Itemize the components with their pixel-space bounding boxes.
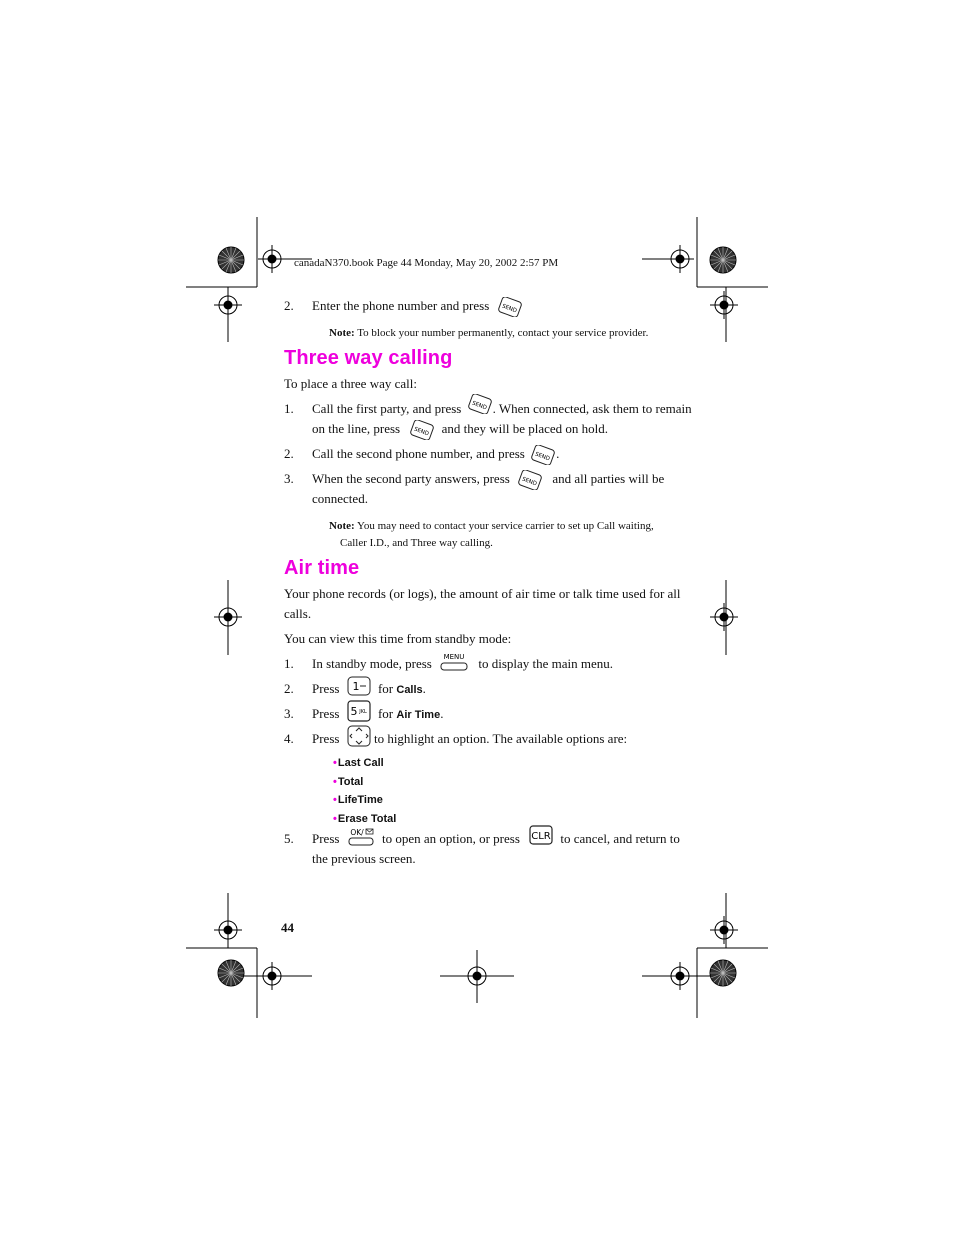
send-key-label: SEND — [534, 451, 551, 463]
section-heading-air-time: Air time — [284, 557, 360, 579]
ui-term-air-time: Air Time — [396, 709, 441, 721]
step-text-part: In standby mode, press — [312, 656, 432, 671]
step-text-part: Call the first party, and press — [312, 401, 462, 416]
air-time-para-line2: calls. — [284, 606, 312, 621]
step-text-part: to cancel, and return to — [560, 831, 680, 846]
step-number: 2. — [284, 298, 294, 313]
option-list-item — [333, 794, 383, 806]
step-text — [312, 829, 680, 849]
step-number: 1. — [284, 401, 294, 416]
clear-key-label: CLR — [531, 831, 551, 843]
clear-key-icon — [529, 825, 553, 845]
ok-key-label: OK/ — [350, 828, 364, 838]
note-text: To block your number permanently, contact your service provider. — [357, 327, 649, 339]
step-text — [312, 729, 627, 749]
step-text-part: to display the main menu. — [478, 656, 614, 671]
step-text-part: on the line, press — [312, 421, 401, 436]
step-text-line2: connected. — [312, 491, 368, 506]
step-text — [312, 679, 426, 700]
step-text-part: for — [377, 681, 394, 696]
step-text-line2: the previous screen. — [312, 851, 416, 866]
step-text — [312, 444, 559, 465]
step-text-part: Press — [312, 706, 340, 721]
bullet-icon: • — [333, 794, 337, 806]
note-text-line2: Caller I.D., and Three way calling. — [340, 537, 493, 549]
step-number: 3. — [284, 706, 294, 721]
five-key-sublabel: JKL — [358, 709, 367, 716]
step-number: 5. — [284, 831, 294, 846]
step-number: 4. — [284, 731, 294, 746]
step-text-part: and all parties will be — [552, 471, 665, 486]
step-text-part: Press — [312, 681, 340, 696]
send-key-icon — [497, 297, 523, 317]
step-text-line2 — [312, 419, 608, 440]
note-label: Note: — [329, 327, 355, 339]
page-number: 44 — [281, 920, 294, 935]
option-list-item — [333, 757, 384, 769]
note-text: You may need to contact your service carrier to set up Call waiting, — [357, 520, 654, 532]
menu-key-label: MENU — [443, 653, 465, 662]
send-key-icon — [517, 470, 543, 490]
step-text-part: . When connected, ask them to remain — [492, 401, 692, 416]
step-text-part: to highlight an option. The available options are: — [373, 731, 628, 746]
step-text-part: Call the second phone number, and press — [312, 446, 525, 461]
step-text-part: and they will be placed on hold. — [441, 421, 609, 436]
option-label: Erase Total — [337, 813, 397, 825]
option-list-item — [333, 813, 396, 825]
bullet-icon: • — [333, 776, 337, 788]
bullet-icon: • — [333, 813, 337, 825]
option-label: LifeTime — [337, 794, 383, 806]
note-label: Note: — [329, 520, 355, 532]
step-text-part: Press — [312, 831, 340, 846]
three-way-intro: To place a three way call: — [284, 376, 417, 391]
note-block-carrier — [329, 518, 654, 535]
step-text-part: to open an option, or press — [381, 831, 520, 846]
step-text — [312, 654, 613, 674]
file-info-header: canadaN370.book Page 44 Monday, May 20, 2002 2:57 PM — [294, 257, 559, 269]
five-key-icon — [347, 700, 371, 722]
step-text-part: Press — [312, 731, 340, 746]
air-time-para2: You can view this time from standby mode: — [284, 631, 512, 646]
option-list-item — [333, 776, 363, 788]
step-text — [312, 469, 664, 490]
section-heading-three-way-calling: Three way calling — [284, 347, 453, 369]
send-key-label: SEND — [413, 426, 430, 438]
step-text-part: When the second party answers, press — [312, 471, 510, 486]
send-key-label: SEND — [500, 303, 518, 315]
send-key-icon — [409, 420, 435, 440]
bullet-icon: • — [333, 757, 337, 769]
one-key-label: 1 — [352, 680, 360, 694]
step-number: 2. — [284, 446, 294, 461]
air-time-para-line1: Your phone records (or logs), the amount of air time or talk time used for all — [284, 586, 681, 601]
note-block-privacy — [329, 325, 648, 342]
step-text — [312, 704, 443, 725]
step-text — [312, 399, 692, 419]
step-text-part: . — [422, 681, 426, 696]
send-key-label: SEND — [470, 400, 488, 412]
send-key-label: SEND — [521, 476, 538, 488]
step-number: 2. — [284, 681, 294, 696]
navigation-key-icon — [347, 725, 371, 747]
menu-key-icon — [439, 652, 469, 672]
one-key-icon — [347, 676, 371, 696]
step-text-part: Enter the phone number and press — [312, 298, 490, 313]
step-text-part: . — [556, 446, 560, 461]
five-key-label: 5 — [350, 705, 358, 719]
ok-key-icon — [347, 827, 375, 847]
send-key-icon — [530, 445, 556, 465]
step-text-part: . — [440, 706, 444, 721]
step-number: 3. — [284, 471, 294, 486]
option-label: Last Call — [337, 757, 384, 769]
ui-term-calls: Calls — [396, 684, 423, 696]
step-text — [312, 296, 523, 317]
step-text-part: for — [377, 706, 394, 721]
send-key-icon — [467, 394, 493, 414]
option-label: Total — [337, 776, 364, 788]
step-number: 1. — [284, 656, 294, 671]
